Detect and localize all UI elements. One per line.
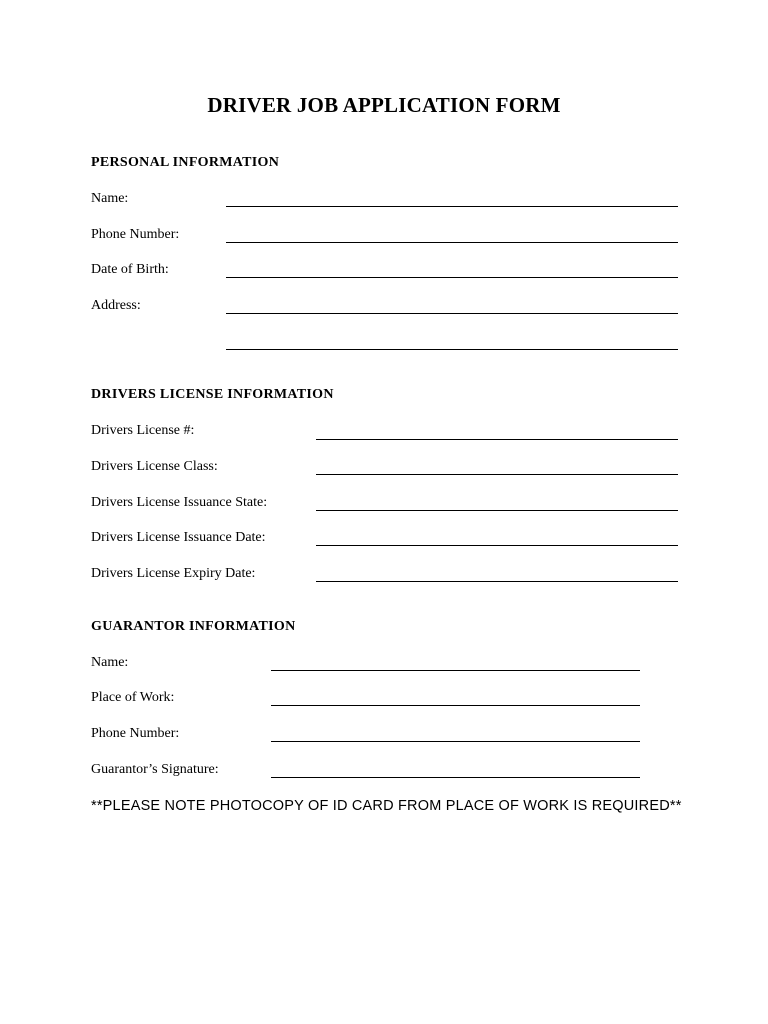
- guarantor-phone-field[interactable]: [271, 741, 640, 742]
- license-issuance-date-field[interactable]: [316, 545, 678, 546]
- personal-name-label: Name:: [91, 191, 129, 206]
- section-heading-guarantor: GUARANTOR INFORMATION: [91, 619, 296, 634]
- personal-address-field-line-2[interactable]: [226, 349, 678, 350]
- license-number-field[interactable]: [316, 439, 678, 440]
- license-issuance-date-label: Drivers License Issuance Date:: [91, 530, 266, 545]
- photocopy-requirement-note: **PLEASE NOTE PHOTOCOPY OF ID CARD FROM PLACE OF WORK IS REQUIRED**: [91, 798, 682, 814]
- license-expiry-date-label: Drivers License Expiry Date:: [91, 566, 256, 581]
- section-heading-personal: PERSONAL INFORMATION: [91, 155, 280, 170]
- guarantor-signature-field[interactable]: [271, 777, 640, 778]
- personal-phone-label: Phone Number:: [91, 227, 180, 242]
- personal-phone-field[interactable]: [226, 242, 678, 243]
- guarantor-name-label: Name:: [91, 655, 129, 670]
- personal-address-field-line-1[interactable]: [226, 313, 678, 314]
- license-issuance-state-label: Drivers License Issuance State:: [91, 495, 268, 510]
- license-expiry-date-field[interactable]: [316, 581, 678, 582]
- personal-name-field[interactable]: [226, 206, 678, 207]
- guarantor-phone-label: Phone Number:: [91, 726, 180, 741]
- section-heading-license: DRIVERS LICENSE INFORMATION: [91, 387, 334, 402]
- personal-dob-field[interactable]: [226, 277, 678, 278]
- license-class-field[interactable]: [316, 474, 678, 475]
- personal-dob-label: Date of Birth:: [91, 262, 169, 277]
- guarantor-name-field[interactable]: [271, 670, 640, 671]
- personal-address-label: Address:: [91, 298, 141, 313]
- license-issuance-state-field[interactable]: [316, 510, 678, 511]
- guarantor-work-field[interactable]: [271, 705, 640, 706]
- license-class-label: Drivers License Class:: [91, 459, 218, 474]
- guarantor-signature-label: Guarantor’s Signature:: [91, 762, 219, 777]
- form-title: DRIVER JOB APPLICATION FORM: [207, 93, 561, 117]
- guarantor-work-label: Place of Work:: [91, 690, 175, 705]
- license-number-label: Drivers License #:: [91, 423, 195, 438]
